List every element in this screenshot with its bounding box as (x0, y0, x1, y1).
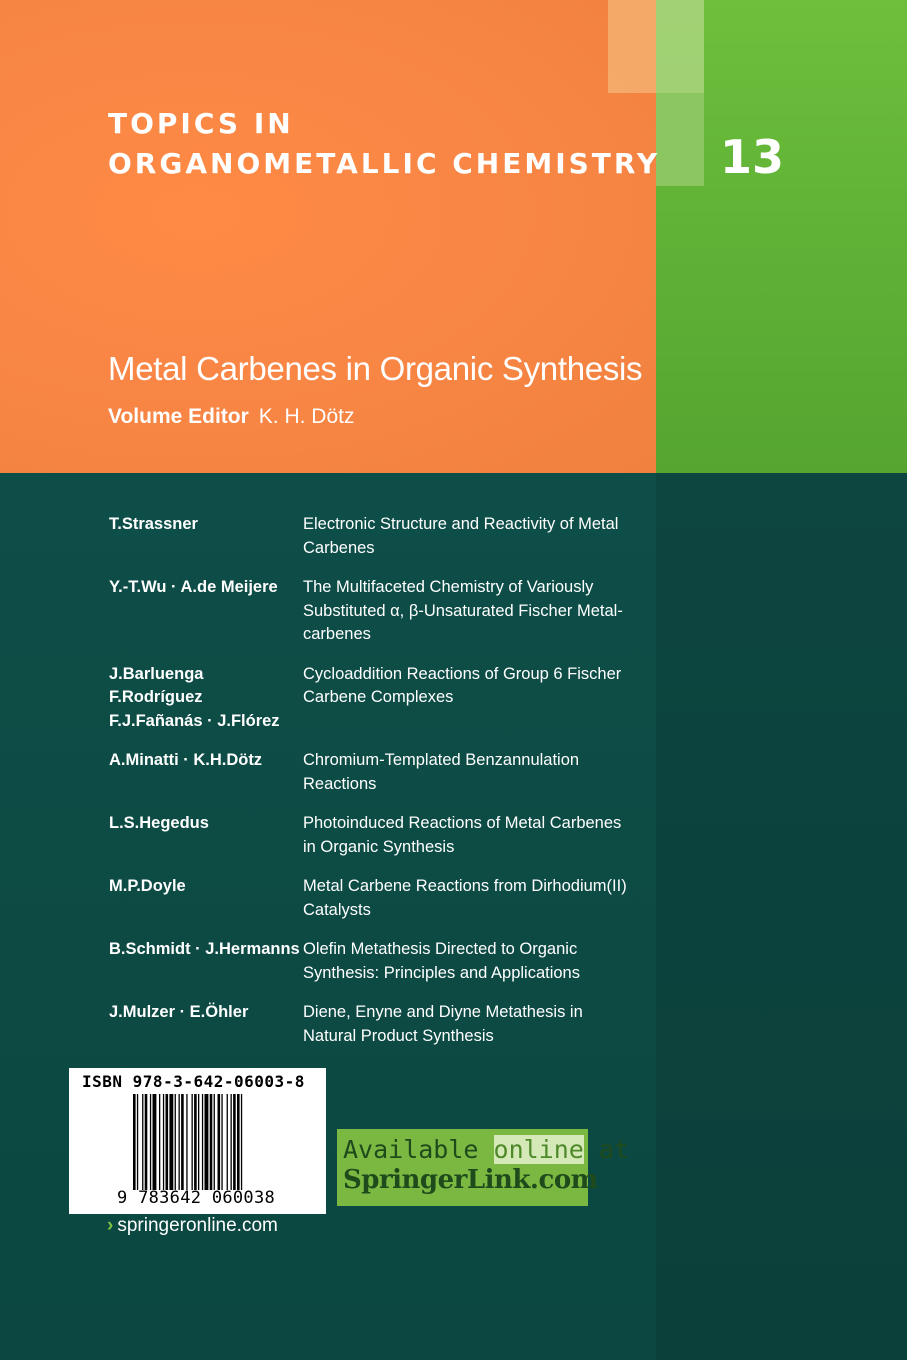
author-line: T.Strassner (109, 515, 198, 533)
toc-chapter-title: Diene, Enyne and Diyne Metathesis in Natural Product Synthesis (303, 1003, 583, 1045)
toc-authors (109, 875, 303, 922)
author-line: F.J.Fañanás · J.Flórez (109, 711, 280, 730)
toc-authors (109, 1001, 303, 1048)
editor-label: Volume Editor (108, 405, 249, 428)
springerlink-logo (337, 1129, 630, 1206)
toc-chapter-title: Electronic Structure and Reactivity of Metal Carbenes (303, 515, 619, 557)
online-word: online (493, 1135, 584, 1164)
toc-authors (109, 749, 303, 796)
toc-chapter-title: Chromium-Templated Benzannulation Reactions (303, 751, 580, 793)
author-line: M.P.Doyle (109, 877, 186, 895)
volume-editor (108, 405, 355, 429)
toc-authors (109, 576, 303, 647)
toc-chapter-title: Photoinduced Reactions of Metal Carbenes in Organic Synthesis (303, 814, 622, 856)
editor-name: K. H. Dötz (258, 405, 355, 428)
author-line: F.Rodríguez (109, 688, 203, 706)
toc-entry (109, 663, 639, 734)
isbn-barcode (69, 1068, 326, 1214)
toc-chapter-title: Metal Carbene Reactions from Dirhodium(II) Catalysts (303, 877, 627, 919)
decorative-square (608, 0, 656, 93)
author-line: L.S.Hegedus (109, 814, 209, 832)
isbn-label: ISBN 978-3-642-06003-8 (82, 1072, 305, 1091)
toc-entry (109, 1001, 639, 1048)
series-line-1: TOPICS IN (108, 107, 294, 140)
toc-authors (109, 812, 303, 859)
toc-chapter-title: The Multifaceted Chemistry of Variously Substituted α, β-Unsaturated Fischer Metal-carbenes (303, 578, 623, 643)
toc-entry (109, 875, 639, 922)
author-line: J.Mulzer · E.Öhler (109, 1003, 249, 1021)
toc-entry (109, 938, 639, 985)
toc-chapter-title: Olefin Metathesis Directed to Organic Synthesis: Principles and Applications (303, 940, 580, 982)
toc-entry (109, 576, 639, 647)
springerlink-brand: SpringerLink.com (343, 1165, 598, 1195)
chevron-right-icon: › (107, 1215, 114, 1236)
barcode-bars (133, 1094, 279, 1190)
author-line: A.Minatti · K.H.Dötz (109, 751, 263, 769)
toc-entry (109, 812, 639, 859)
barcode-graphic (133, 1094, 279, 1190)
decorative-square (656, 0, 704, 93)
toc-authors (109, 663, 303, 734)
barcode-digits: 9 783642 060038 (117, 1188, 276, 1208)
series-title (108, 104, 660, 184)
author-line: Y.-T.Wu · A.de Meijere (109, 578, 278, 596)
available-word: Available (343, 1135, 479, 1164)
at-word: at (598, 1135, 630, 1164)
author-line: B.Schmidt · J.Hermanns (109, 940, 300, 958)
toc-authors (109, 938, 303, 985)
toc-chapter-title: Cycloaddition Reactions of Group 6 Fischer Carbene Complexes (303, 664, 622, 706)
orange-header-panel (0, 0, 656, 473)
right-dark-strip (656, 473, 907, 1360)
available-online-text (343, 1135, 629, 1164)
series-line-2: ORGANOMETALLIC CHEMISTRY (108, 147, 661, 180)
toc-authors (109, 513, 303, 560)
table-of-contents (109, 513, 639, 1064)
toc-entry (109, 749, 639, 796)
volume-number: 13 (720, 130, 785, 184)
website-link[interactable] (107, 1215, 278, 1237)
toc-entry (109, 513, 639, 560)
author-line: J.Barluenga (109, 664, 204, 683)
website-url: springeronline.com (117, 1215, 278, 1236)
book-title: Metal Carbenes in Organic Synthesis (108, 350, 643, 387)
decorative-square (656, 93, 704, 186)
